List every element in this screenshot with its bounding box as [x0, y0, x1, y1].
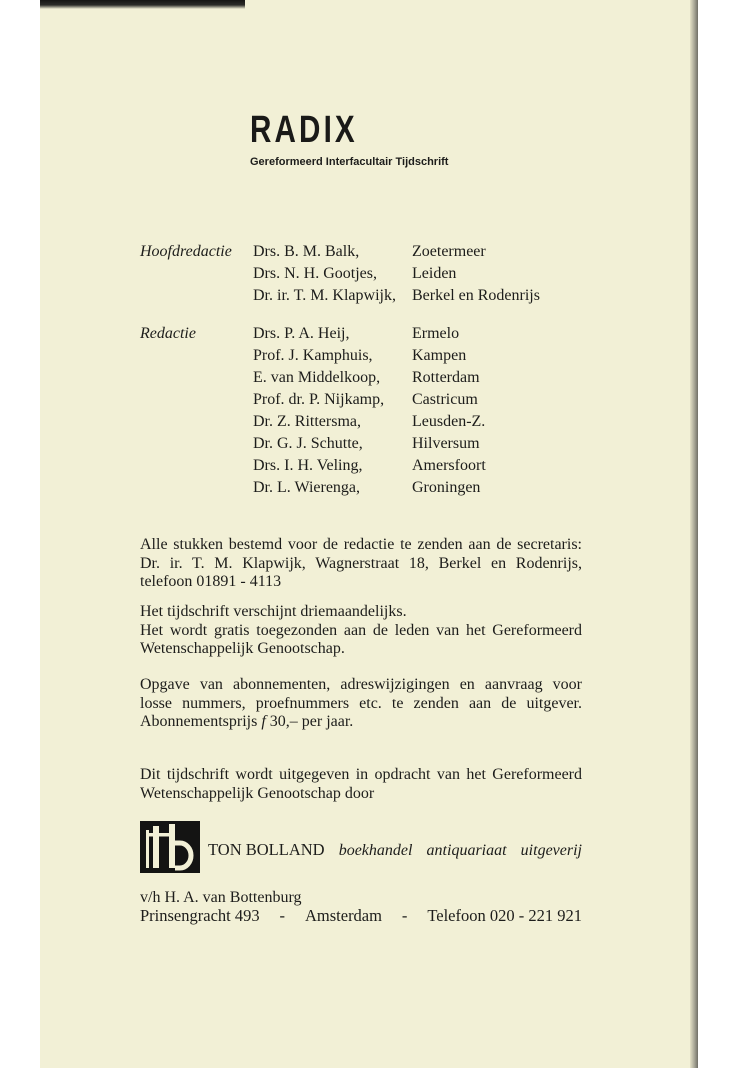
member-name: E. van Middelkoop,: [253, 369, 381, 386]
publisher-note-paragraph: [140, 766, 582, 803]
member-row: [253, 389, 573, 411]
member-name: Prof. dr. P. Nijkamp,: [253, 391, 385, 408]
tb-monogram-logo-icon: [140, 821, 200, 873]
hoofdredactie-label: Hoofdredactie: [140, 243, 232, 260]
member-name: Drs. I. H. Veling,: [253, 457, 363, 474]
text-line: losse nummers, proefnummers etc. te zenden aan de uitgever.: [140, 694, 582, 712]
hoofdredactie-list: [253, 241, 573, 307]
member-name: Dr. L. Wierenga,: [253, 479, 361, 496]
member-row: [253, 323, 573, 345]
journal-subtitle: Gereformeerd Interfacultair Tijdschrift: [250, 156, 449, 168]
publisher-line: [208, 840, 582, 861]
text-line: Het wordt gratis toegezonden aan de leden van het Gereformeerd: [140, 621, 582, 639]
trade-bookshop: boekhandel: [338, 842, 413, 859]
member-place: Kampen: [412, 347, 467, 364]
member-place: Amersfoort: [412, 457, 486, 474]
subscriptions-paragraph: [140, 676, 582, 732]
member-row: [253, 411, 573, 433]
trade-antiquarian: antiquariaat: [426, 842, 507, 859]
member-place: Ermelo: [412, 325, 460, 342]
address-phone: Telefoon 020 - 221 921: [427, 906, 582, 925]
address-separator: -: [279, 906, 286, 925]
text-line: Opgave van abonnementen, adreswijzigingen en aanvraag voor: [140, 676, 582, 693]
address-line: [140, 906, 582, 926]
text-line: Wetenschappelijk Genootschap.: [140, 640, 345, 657]
member-row: [253, 433, 573, 455]
text-line: Dit tijdschrift wordt uitgegeven in opdracht van het Gereformeerd: [140, 766, 582, 783]
member-row: [253, 455, 573, 477]
text-line: Dr. ir. T. M. Klapwijk, Wagnerstraat 18, Berkel en Rodenrijs,: [140, 554, 582, 572]
trade-publisher: uitgeverij: [520, 842, 582, 859]
member-name: Dr. ir. T. M. Klapwijk,: [253, 287, 396, 304]
member-row: [253, 477, 573, 499]
member-row: [253, 285, 573, 307]
member-name: Dr. G. J. Schutte,: [253, 435, 363, 452]
member-row: [253, 367, 573, 389]
journal-title: RADIX: [250, 109, 358, 151]
price-amount: 30,– per jaar.: [269, 713, 354, 730]
member-place: Zoetermeer: [412, 243, 486, 260]
member-name: Drs. N. H. Gootjes,: [253, 265, 377, 282]
member-name: Drs. B. M. Balk,: [253, 243, 360, 260]
text-line: Wetenschappelijk Genootschap door: [140, 784, 375, 802]
redactie-label: Redactie: [140, 325, 196, 342]
address-city: Amsterdam: [304, 906, 382, 925]
scan-edge-right: [690, 0, 698, 1068]
text-line: Alle stukken bestemd voor de redactie te zenden aan de secretaris:: [140, 536, 582, 553]
address-separator: -: [401, 906, 408, 925]
member-row: [253, 345, 573, 367]
predecessor-line: v/h H. A. van Bottenburg: [140, 889, 302, 906]
submissions-paragraph: [140, 536, 582, 592]
text-line: telefoon 01891 - 4113: [140, 573, 282, 590]
text-line: Het tijdschrift verschijnt driemaandelijks.: [140, 603, 407, 620]
member-place: Leusden-Z.: [412, 413, 486, 430]
member-row: [253, 241, 573, 263]
scan-edge-top: [40, 0, 245, 9]
member-name: Drs. P. A. Heij,: [253, 325, 350, 342]
publisher-name: TON BOLLAND: [208, 840, 325, 859]
member-row: [253, 263, 573, 285]
price-prefix: Abonnementsprijs: [140, 713, 258, 730]
price-line: [140, 713, 582, 732]
member-place: Hilversum: [412, 435, 480, 452]
member-place: Leiden: [412, 265, 457, 282]
member-place: Castricum: [412, 391, 478, 408]
member-name: Dr. Z. Rittersma,: [253, 413, 361, 430]
member-place: Rotterdam: [412, 369, 480, 386]
member-place: Groningen: [412, 479, 481, 496]
address-street: Prinsengracht 493: [140, 906, 260, 925]
redactie-list: [253, 323, 573, 499]
member-name: Prof. J. Kamphuis,: [253, 347, 373, 364]
currency-symbol: f: [261, 713, 266, 730]
frequency-paragraph: [140, 603, 582, 659]
member-place: Berkel en Rodenrijs: [412, 287, 540, 304]
